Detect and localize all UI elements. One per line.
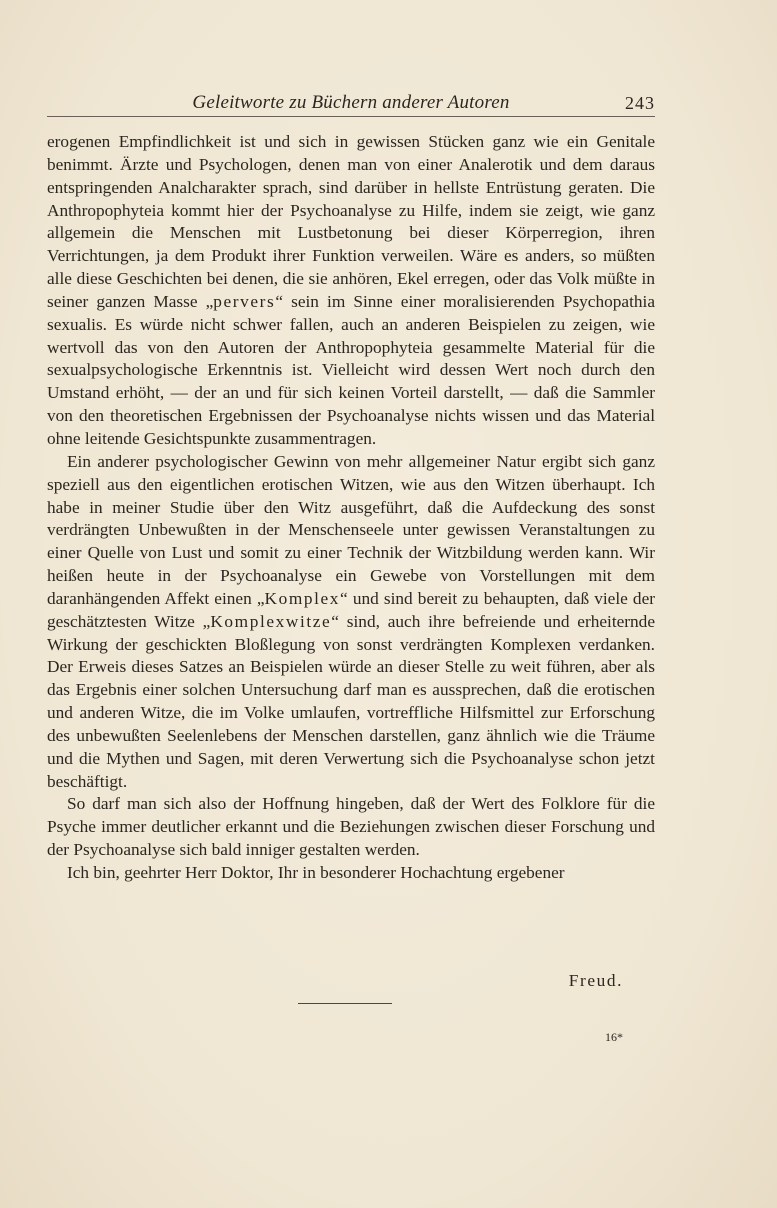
emphasis-pervers: pervers — [213, 291, 276, 311]
running-header — [47, 92, 655, 117]
emphasis-komplexwitze: Komplexwitze — [210, 611, 332, 631]
page-number: 243 — [625, 93, 655, 113]
paragraph-4: Ich bin, geehrter Herr Doktor, Ihr in besonderer Hochachtung ergebener — [67, 863, 565, 882]
paragraph-3: So darf man sich also der Hoffnung hingeben, daß der Wert des Folklore für die Psyche immer deutlicher erkannt und die Beziehungen zwischen dieser Forschung und der Psychoanalyse sich bald inniger gestalten werden. — [47, 794, 655, 860]
signature-mark: 16* — [605, 1030, 623, 1044]
separator-rule — [298, 1003, 392, 1004]
body-text — [47, 131, 655, 885]
running-title: Geleitworte zu Büchern anderer Autoren — [192, 92, 510, 113]
paragraph-2: Ein anderer psychologischer Gewinn von mehr allgemeiner Natur ergibt sich ganz speziell aus den eigentlichen erotischen Witzen, wie aus den Witzen überhaupt. Ich habe in meiner Studie über den Witz ausgeführt, daß die Aufdeckung des sonst verdrängten Unbewußten in der Menschenseele unter gewissen Veranstaltungen zu einer Quelle von Lust und somit zu einer Technik der Witzbildung werden kann. Wir heißen heute in der Psychoanalyse ein Gewebe von Vorstellungen mit dem daranhängenden Affekt einen „Komplex“ und sind bereit zu behaupten, daß viele der geschätztesten Witze „Komplexwitze“ sind, auch ihre befreiende und erheiternde Wirkung der geschickten Bloßlegung von sonst verdrängten Komplexen verdanken. Der Erweis dieses Satzes an Beispielen würde an dieser Stelle zu weit führen, aber als das Ergebnis einer solchen Untersuchung darf man es aussprechen, daß die erotischen und anderen Witze, die im Volke umlaufen, vortreffliche Hilfsmittel zur Erforschung des unbewußten Seelenlebens der Menschen darstellen, ganz ähnlich wie die Träume und die Mythen und Sagen, mit deren Verwertung sich die Psychoanalyse schon jetzt beschäftigt. — [47, 451, 655, 791]
emphasis-komplex: Komplex — [264, 588, 341, 608]
signature: Freud. — [568, 971, 623, 990]
paragraph-1: erogenen Empfindlichkeit ist und sich in gewissen Stücken ganz wie ein Genitale benimmt. Ärzte und Psychologen, denen man von einer Analerotik und dem daraus entspringenden Analcharakter sprach, sind darüber in hellste Entrüstung geraten. Die Anthropophyteia kommt hier der Psychoanalyse zu Hilfe, indem sie zeigt, wie ganz allgemein die Menschen mit Lustbetonung bei dieser Körperregion, ihren Verrichtungen, ja dem Produkt ihrer Funktion verweilen. Wäre es anders, so müßten alle diese Geschichten bei denen, die sie anhören, Ekel erregen, oder das Volk müßte in seiner ganzen Masse „pervers“ sein im Sinne einer moralisierenden Psychopathia sexualis. Es würde nicht schwer fallen, auch an anderen Beispielen zu zeigen, wie wertvoll das von den Autoren der Anthropophyteia gesammelte Material für die sexualpsychologische Erkenntnis ist. Vielleicht wird dessen Wert noch durch den Umstand erhöht, — der an und für sich keinen Vorteil darstellt, — daß die Sammler von den theoretischen Ergebnissen der Psychoanalyse nichts wissen und das Material ohne leitende Gesichtspunkte zusammentragen. — [47, 132, 655, 448]
